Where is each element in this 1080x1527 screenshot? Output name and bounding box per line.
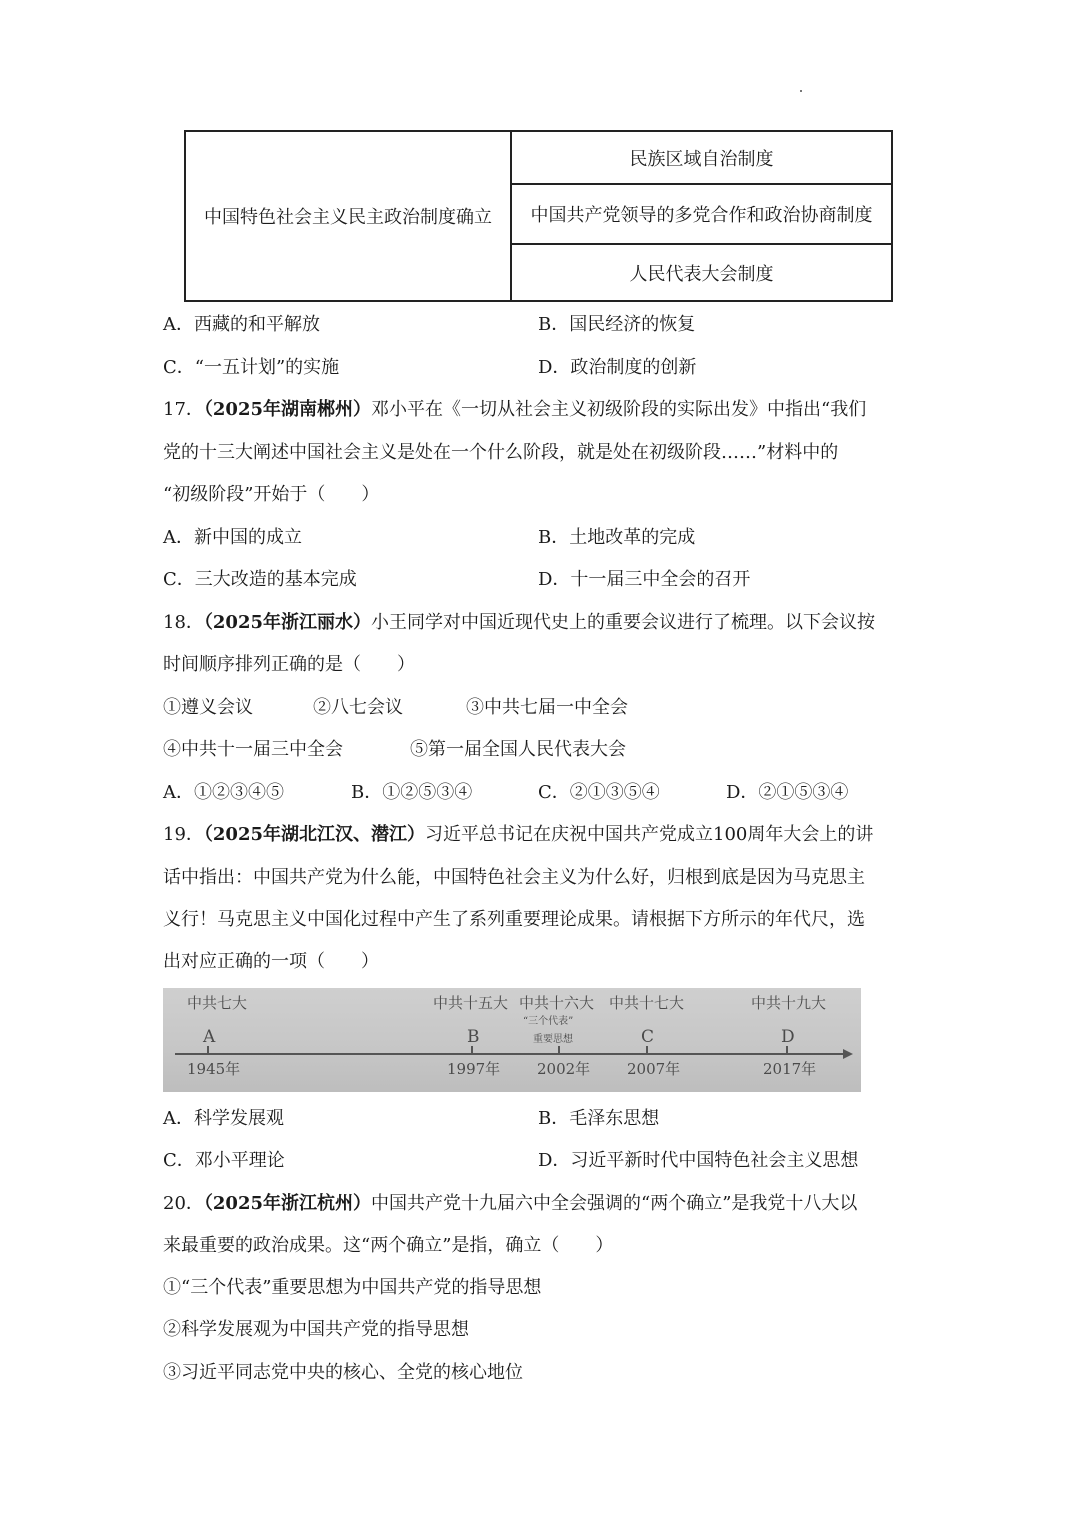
q17-option-c: C．三大改造的基本完成 <box>163 569 357 590</box>
q19-option-b: B．毛泽东思想 <box>538 1108 660 1129</box>
q19-text: 习近平总书记在庆祝中国共产党成立100周年大会上的讲 <box>425 824 874 845</box>
q17-option-a: A．新中国的成立 <box>163 527 302 548</box>
q20-source: （2025年浙江杭州） <box>203 1193 372 1214</box>
q20-number: 20． <box>163 1193 204 1214</box>
q18-option-c: C．②①③⑤④ <box>538 782 660 803</box>
timeline-event-label: 中共十六大 <box>519 994 595 1012</box>
q16-option-a: A．西藏的和平解放 <box>163 314 320 335</box>
q17-stem-line2: 党的十三大阐述中国社会主义是处在一个什么阶段，就是处在初级阶段……”材料中的 <box>163 442 839 463</box>
q17-option-b: B．土地改革的完成 <box>538 527 696 548</box>
timeline-event-label: 中共七大 <box>187 994 248 1012</box>
timeline-arrow-icon <box>843 1049 853 1059</box>
timeline-year: 1997年 <box>447 1060 501 1078</box>
timeline-mark: 重要思想 <box>533 1034 573 1045</box>
timeline-year: 1945年 <box>187 1060 241 1078</box>
q20-item: ③习近平同志党中央的核心、全党的核心地位 <box>163 1362 523 1383</box>
q19-option-d: D．习近平新时代中国特色社会主义思想 <box>538 1150 859 1171</box>
q18-option-a: A．①②③④⑤ <box>163 782 284 803</box>
q19-stem-line4: 出对应正确的一项（ ） <box>163 951 379 972</box>
q18-source: （2025年浙江丽水） <box>203 612 372 633</box>
q20-text: 中国共产党十九届六中全会强调的“两个确立”是我党十八大以 <box>371 1193 858 1214</box>
q18-option-d: D．②①⑤③④ <box>726 782 849 803</box>
timeline-year: 2017年 <box>763 1060 817 1078</box>
table-row: 民族区域自治制度 <box>512 132 891 185</box>
q16-option-c: C．“一五计划”的实施 <box>163 357 340 378</box>
q18-item: ②八七会议 <box>313 697 403 718</box>
timeline-svg <box>163 988 861 1092</box>
q18-text: 小王同学对中国近现代史上的重要会议进行了梳理。以下会议按 <box>371 612 876 633</box>
q17-option-d: D．十一届三中全会的召开 <box>538 569 751 590</box>
q20-item: ②科学发展观为中国共产党的指导思想 <box>163 1319 469 1340</box>
q18-option-b: B．①②⑤③④ <box>351 782 473 803</box>
scan-speck <box>800 90 802 92</box>
q20-stem-line2: 来最重要的政治成果。这“两个确立”是指，确立（ ） <box>163 1235 614 1256</box>
q20-stem-line1 <box>163 1192 857 1216</box>
timeline-event-label: 中共十九大 <box>751 994 827 1012</box>
q19-stem-line3: 义行！马克思主义中国化过程中产生了系列重要理论成果。请根据下方所示的年代尺，选 <box>163 909 865 930</box>
q19-option-c: C．邓小平理论 <box>163 1150 285 1171</box>
q17-text: 邓小平在《一切从社会主义初级阶段的实际出发》中指出“我们 <box>371 399 867 420</box>
q17-number: 17． <box>163 399 204 420</box>
q17-source: （2025年湖南郴州） <box>203 399 372 420</box>
timeline-mark: C <box>641 1027 655 1047</box>
timeline-mark: “三个代表” <box>523 1016 574 1027</box>
q18-number: 18． <box>163 612 204 633</box>
timeline-event-label: 中共十七大 <box>609 994 685 1012</box>
q18-item: ⑤第一届全国人民代表大会 <box>410 739 626 760</box>
timeline-year: 2007年 <box>627 1060 681 1078</box>
q20-item: ①“三个代表”重要思想为中国共产党的指导思想 <box>163 1277 542 1298</box>
table-row: 人民代表大会制度 <box>629 263 774 285</box>
timeline-photo <box>163 988 861 1092</box>
q18-stem-line1 <box>163 611 875 635</box>
q19-stem-line1 <box>163 823 873 847</box>
table-row: 中国共产党领导的多党合作和政治协商制度 <box>512 185 891 245</box>
q19-number: 19． <box>163 824 204 845</box>
timeline-year: 2002年 <box>537 1060 591 1078</box>
q18-item: ④中共十一届三中全会 <box>163 739 343 760</box>
q16-option-b: B．国民经济的恢复 <box>538 314 696 335</box>
timeline-mark: B <box>467 1027 480 1047</box>
q17-stem-line1 <box>163 398 866 422</box>
table-left-label: 中国特色社会主义民主政治制度确立 <box>186 132 512 300</box>
q19-source: （2025年湖北江汉、潜江） <box>203 824 426 845</box>
q18-item: ①遵义会议 <box>163 697 253 718</box>
system-table <box>184 130 893 302</box>
timeline-mark: D <box>781 1027 795 1047</box>
timeline-event-label: 中共十五大 <box>433 994 509 1012</box>
q18-stem-line2: 时间顺序排列正确的是（ ） <box>163 654 415 675</box>
q19-option-a: A．科学发展观 <box>163 1108 284 1129</box>
q18-item: ③中共七届一中全会 <box>466 697 628 718</box>
q16-option-d: D．政治制度的创新 <box>538 357 697 378</box>
q19-stem-line2: 话中指出：中国共产党为什么能，中国特色社会主义为什么好，归根到底是因为马克思主 <box>163 867 865 888</box>
q17-stem-line3: “初级阶段”开始于（ ） <box>163 484 380 505</box>
timeline-mark: A <box>203 1027 216 1047</box>
